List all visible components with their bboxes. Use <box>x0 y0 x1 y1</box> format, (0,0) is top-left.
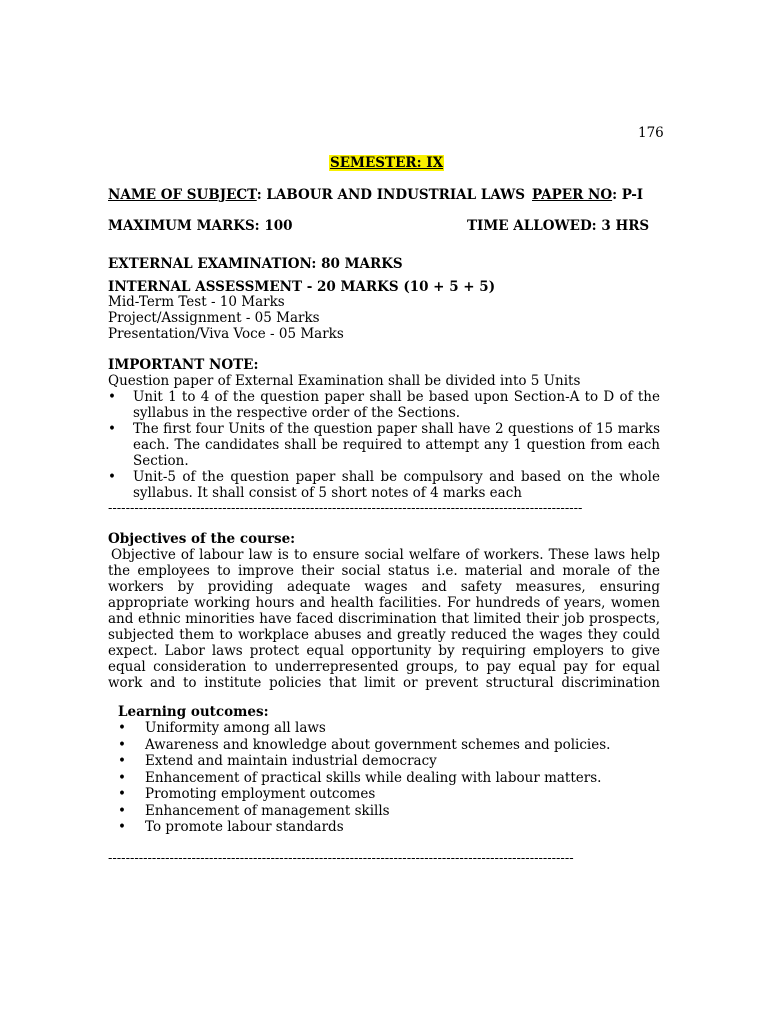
important-note-list <box>133 389 660 501</box>
list-item: • Unit 1 to 4 of the question paper shall be based upon Section-A to D of the syllabus in the respective order of the Sections. <box>133 389 660 421</box>
page-number: 176 <box>638 125 664 141</box>
semester-title <box>329 155 444 171</box>
subject-line <box>108 187 525 203</box>
paper-number <box>532 187 643 203</box>
important-note-heading: IMPORTANT NOTE: <box>108 357 259 373</box>
subject-label: NAME OF SUBJECT <box>108 187 257 203</box>
learning-outcomes-heading: Learning outcomes: <box>118 704 269 720</box>
separator: ------------------------------------------------------------------------------------------------------------ <box>108 502 583 516</box>
paper-value: : P-I <box>612 187 644 203</box>
list-item: • Unit-5 of the question paper shall be compulsory and based on the whole syllabus. It shall consist of 5 short notes of 4 marks each <box>133 469 660 501</box>
internal-assessment-heading: INTERNAL ASSESSMENT - 20 MARKS (10 + 5 + 5) <box>108 279 496 295</box>
objectives-heading: Objectives of the course: <box>108 531 296 547</box>
list-item: • Extend and maintain industrial democracy <box>145 753 665 770</box>
list-item: • The first four Units of the question paper shall have 2 questions of 15 marks each. The candidates shall be required to attempt any 1 question from each Section. <box>133 421 660 469</box>
paper-label: PAPER NO <box>532 187 613 203</box>
list-item: • Awareness and knowledge about government schemes and policies. <box>145 737 665 754</box>
list-item: • Promoting employment outcomes <box>145 786 665 803</box>
maximum-marks: MAXIMUM MARKS: 100 <box>108 218 293 234</box>
subject-value: : LABOUR AND INDUSTRIAL LAWS <box>256 187 526 203</box>
separator: ---------------------------------------------------------------------------------------------------------- <box>108 852 574 866</box>
list-item: • Enhancement of management skills <box>145 803 665 820</box>
list-item: • Enhancement of practical skills while dealing with labour matters. <box>145 770 665 787</box>
external-examination: EXTERNAL EXAMINATION: 80 MARKS <box>108 256 403 272</box>
semester-highlight: SEMESTER: IX <box>330 155 444 171</box>
objectives-text: Objective of labour law is to ensure social welfare of workers. These laws help the employees to improve their social status i.e. material and morale of the workers by providing adequate wages and safety measures, ensuring appropriate working hours and health facilities. For hundreds of years, women and ethnic minorities have faced discrimination that limited their job prospects, subjected them to workplace abuses and greatly reduced the wages they could expect. Labor laws protect equal opportunity by requiring employers to give equal consideration to underrepresented groups, to pay equal pay for equal work and to institute policies that limit or prevent structural discrimination <box>108 547 660 691</box>
important-note-intro: Question paper of External Examination shall be divided into 5 Units <box>108 373 581 389</box>
internal-item: Mid-Term Test - 10 Marks <box>108 294 285 310</box>
time-allowed: TIME ALLOWED: 3 HRS <box>467 218 650 234</box>
list-item: • To promote labour standards <box>145 819 665 836</box>
list-item: • Uniformity among all laws <box>145 720 665 737</box>
internal-item: Project/Assignment - 05 Marks <box>108 310 320 326</box>
learning-outcomes-list <box>145 720 665 836</box>
internal-item: Presentation/Viva Voce - 05 Marks <box>108 326 344 342</box>
